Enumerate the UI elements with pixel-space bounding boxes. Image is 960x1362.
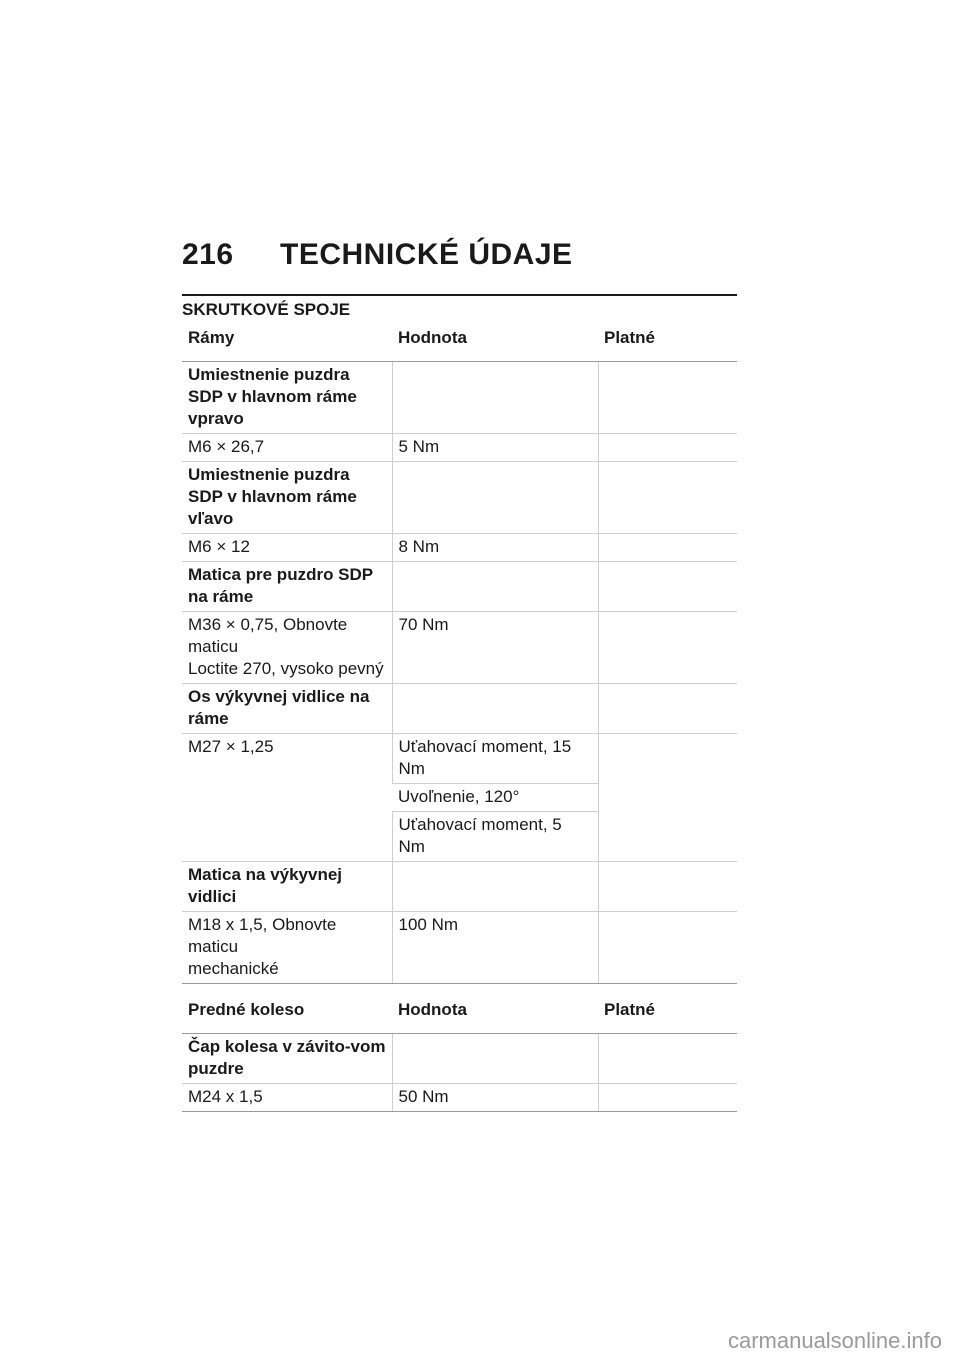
valid-cell [598,434,737,462]
page-header [182,238,738,272]
spec-line: M36 × 0,75, Obnovte maticu [188,615,348,656]
spec-cell: M6 × 12 [182,534,392,562]
column-header-valid: Platné [598,987,737,1034]
row-heading: Umiestnenie puzdra SDP v hlavnom ráme vľavo [182,462,392,534]
value-cell: 100 Nm [392,912,598,984]
spec-line: Loctite 270, vysoko pevný [188,659,384,678]
row-heading: Umiestnenie puzdra SDP v hlavnom ráme vpravo [182,362,392,434]
spec-line: M18 x 1,5, Obnovte maticu [188,915,337,956]
page-title: TECHNICKÉ ÚDAJE [280,238,573,271]
table-row [182,734,737,784]
cell-empty [598,562,737,612]
row-heading: Čap kolesa v závito-vom puzdre [182,1034,392,1084]
valid-cell [598,734,737,862]
table-row [182,612,737,684]
cell-empty [392,1034,598,1084]
spec-line: mechanické [188,959,279,978]
table-row [182,1034,737,1084]
row-heading: Matica na výkyvnej vidlici [182,862,392,912]
table-header-row [182,987,737,1034]
cell-empty [392,562,598,612]
spec-cell: M27 × 1,25 [182,734,392,862]
value-cell: 8 Nm [392,534,598,562]
page-number: 216 [182,238,234,271]
value-cell: Uťahovací moment, 15 Nm [392,734,598,784]
row-heading: Os výkyvnej vidlice na ráme [182,684,392,734]
table-row [182,1084,737,1112]
table-row [182,562,737,612]
cell-empty [598,684,737,734]
spec-cell [182,612,392,684]
table-header-row [182,315,737,362]
value-cell: Uvoľnenie, 120° [392,784,598,812]
valid-cell [598,912,737,984]
spec-cell: M6 × 26,7 [182,434,392,462]
value-cell: Uťahovací moment, 5 Nm [392,812,598,862]
column-header-front-wheel: Predné koleso [182,987,392,1034]
cell-empty [392,362,598,434]
cell-empty [598,1034,737,1084]
spec-cell [182,912,392,984]
table-row [182,862,737,912]
column-header-frames: Rámy [182,315,392,362]
spec-cell: M24 x 1,5 [182,1084,392,1112]
cell-empty [392,862,598,912]
cell-empty [598,862,737,912]
valid-cell [598,534,737,562]
frames-torque-table [182,315,737,984]
table-row [182,462,737,534]
table-row [182,684,737,734]
table-row [182,534,737,562]
value-cell: 5 Nm [392,434,598,462]
valid-cell [598,1084,737,1112]
section-title: SKRUTKOVÉ SPOJE [182,300,351,319]
column-header-valid: Platné [598,315,737,362]
table-row [182,912,737,984]
value-cell: 50 Nm [392,1084,598,1112]
cell-empty [392,684,598,734]
cell-empty [392,462,598,534]
cell-empty [598,362,737,434]
value-cell: 70 Nm [392,612,598,684]
valid-cell [598,612,737,684]
table-row [182,434,737,462]
section-divider [182,294,737,296]
front-wheel-torque-table [182,987,737,1112]
column-header-value: Hodnota [392,987,598,1034]
table-row [182,362,737,434]
cell-empty [598,462,737,534]
column-header-value: Hodnota [392,315,598,362]
watermark: carmanualsonline.info [727,1328,942,1353]
row-heading: Matica pre puzdro SDP na ráme [182,562,392,612]
